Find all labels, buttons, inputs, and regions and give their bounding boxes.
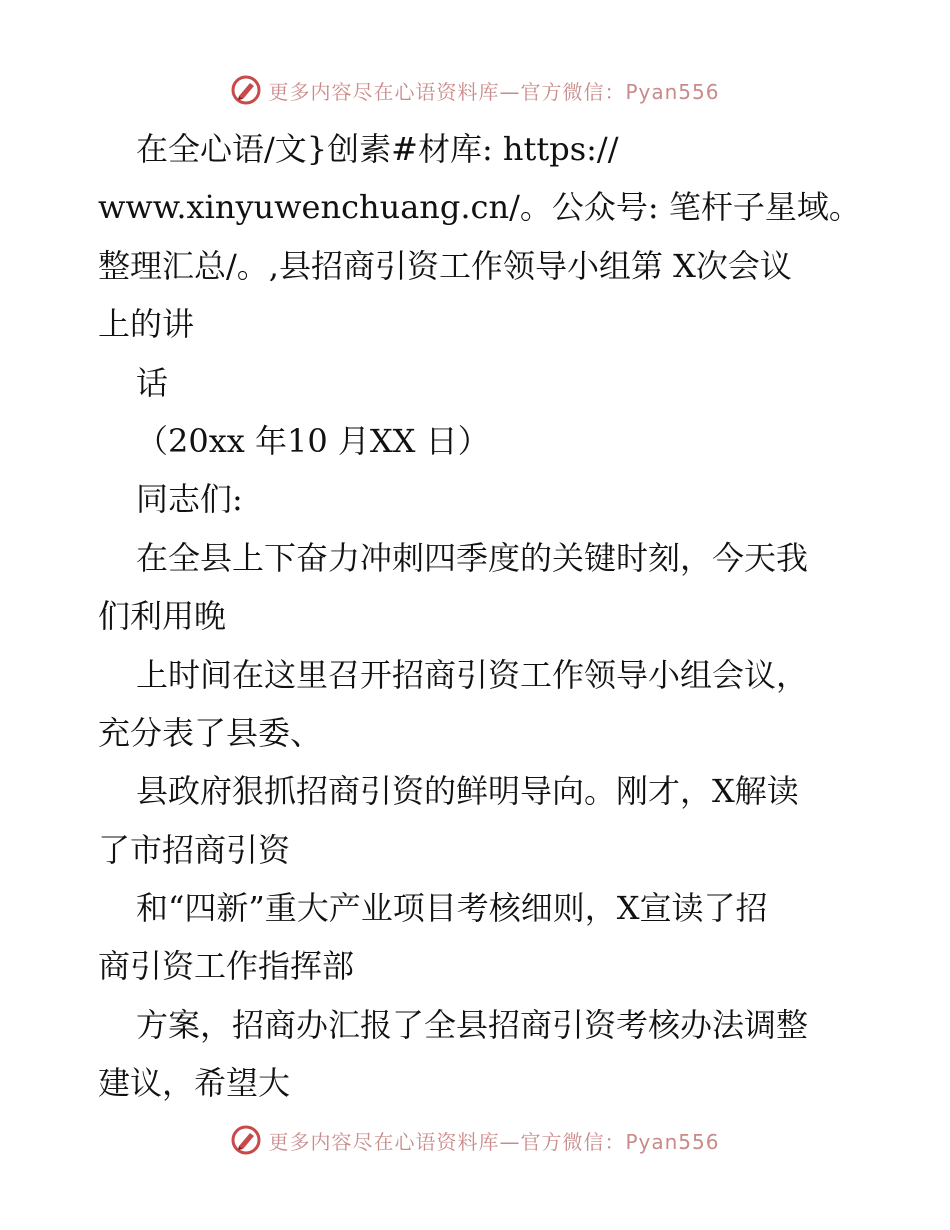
text-line: 整理汇总/。,县招商引资工作领导小组第 X次会议 xyxy=(98,246,792,285)
header-banner-text: 更多内容尽在心语资料库—官方微信：Pyan556 xyxy=(268,79,720,104)
text-line: 建议，希望大 xyxy=(98,1064,291,1103)
text-line: 充分表了县委、 xyxy=(98,713,323,752)
date-line: （20xx 年10 月XX 日） xyxy=(136,421,490,460)
text-line: 话 xyxy=(136,363,169,402)
footer-banner-text: 更多内容尽在心语资料库—官方微信：Pyan556 xyxy=(268,1129,720,1154)
text-line: 县政府狠抓招商引资的鲜明导向。刚才，X解读 xyxy=(136,772,799,811)
text-line: 上时间在这里召开招商引资工作领导小组会议， xyxy=(136,655,809,694)
header-banner xyxy=(0,70,950,110)
text-line: 和“四新”重大产业项目考核细则，X宣读了招 xyxy=(136,889,768,928)
footer-banner xyxy=(0,1120,950,1160)
pen-logo-icon xyxy=(230,1124,262,1156)
text-line: 在全县上下奋力冲刺四季度的关键时刻，今天我 xyxy=(136,538,809,577)
text-line: 商引资工作指挥部 xyxy=(98,947,355,986)
text-line: 方案，招商办汇报了全县招商引资考核办法调整 xyxy=(136,1005,809,1044)
text-line: 上的讲 xyxy=(98,305,195,344)
pen-logo-icon xyxy=(230,74,262,106)
document-body xyxy=(98,120,868,1113)
text-line: 们利用晚 xyxy=(98,597,227,636)
text-line: 在全心语/文}创素#材库: https:// xyxy=(136,130,619,168)
salutation: 同志们: xyxy=(136,480,243,519)
text-line: www.xinyuwenchuang.cn/。公众号: 笔杆子星域。 xyxy=(98,188,861,227)
text-line: 了市招商引资 xyxy=(98,830,291,869)
